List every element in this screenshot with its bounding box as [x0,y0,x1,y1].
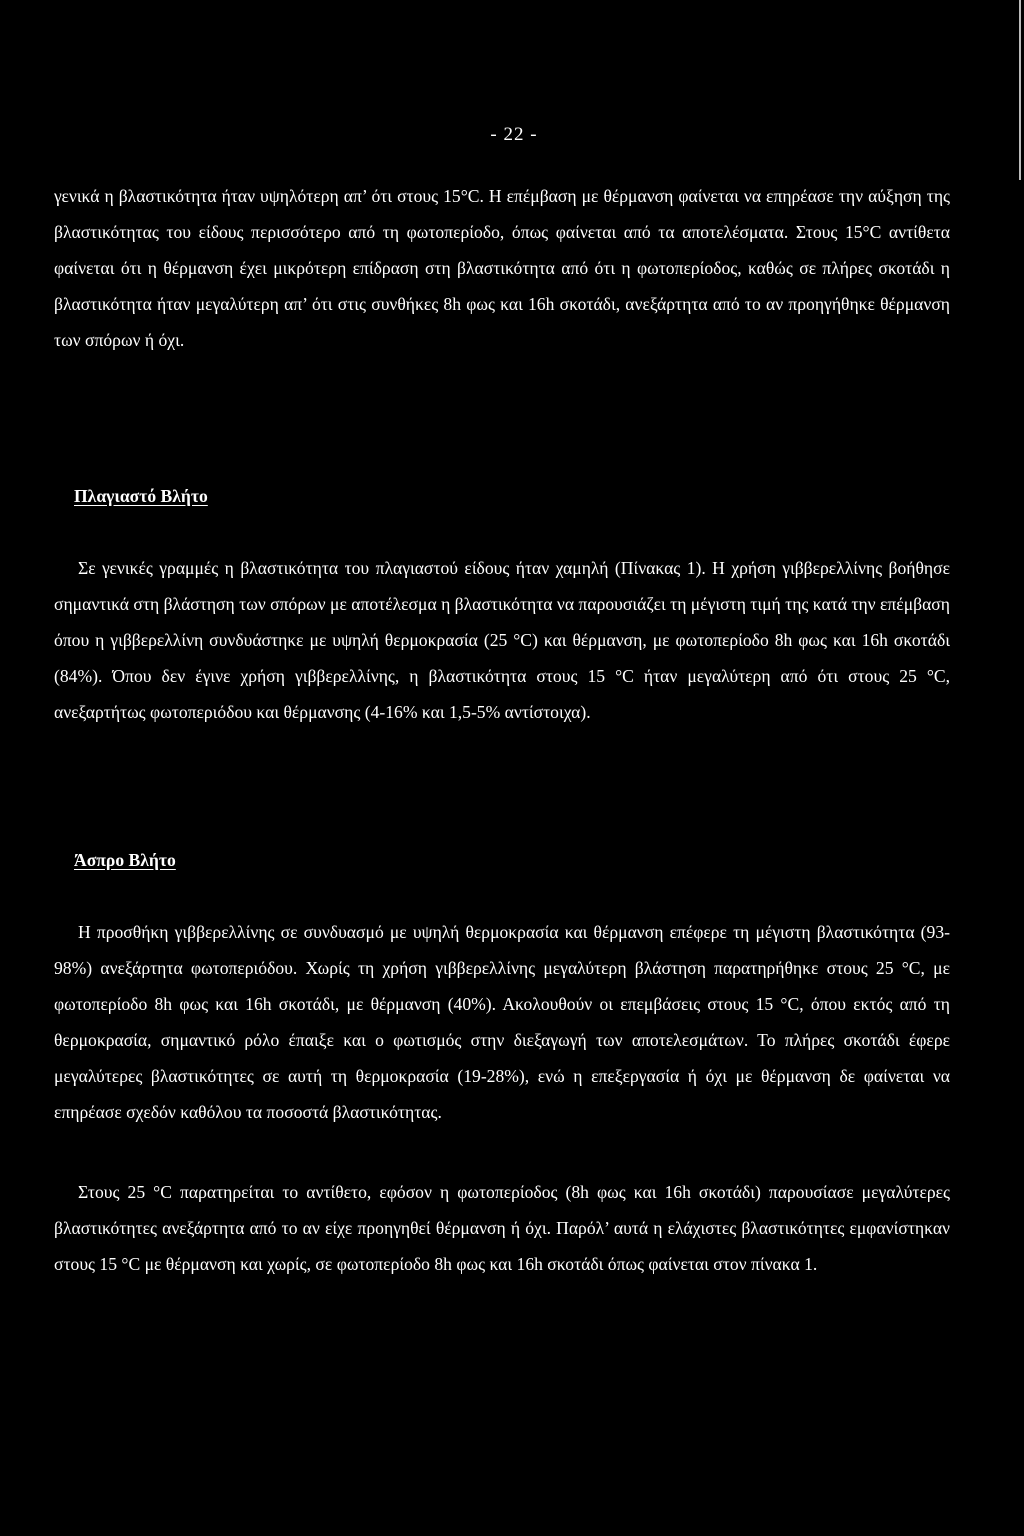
intro-paragraph: γενικά η βλαστικότητα ήταν υψηλότερη απ’ ότι στους 15°C. Η επέμβαση με θέρμανση φαίνεται να επηρέασε την αύξηση της βλαστικότητας του είδους περισσότερο από τη φωτοπερίοδο, όπως φαίνεται από τα αποτελέσματα. Στους 15°C αντίθετα φαίνεται ότι η θέρμανση έχει μικρότερη επίδραση στη βλαστικότητα από ότι η φωτοπερίοδος, καθώς σε πλήρες σκοτάδι η βλαστικότητα ήταν μεγαλύτερη απ’ ότι στις συνθήκες 8h φως και 16h σκοτάδι, ανεξάρτητα από το αν προηγήθηκε θέρμανση των σπόρων ή όχι. [54,186,950,350]
scan-edge-line [1019,0,1021,180]
section-heading-plagiasto: Πλαγιαστό Βλήτο [74,486,208,506]
page-number: - 22 - [490,124,538,145]
aspro-paragraph-1: Η προσθήκη γιββερελλίνης σε συνδυασμό με υψηλή θερμοκρασία και θέρμανση επέφερε τη μέγιστη βλαστικότητα (93-98%) ανεξάρτητα φωτοπεριόδου. Χωρίς τη χρήση γιββερελλίνης μεγαλύτερη βλάστηση παρατηρήθηκε στους 25 °C, με φωτοπερίοδο 8h φως και 16h σκοτάδι, με θέρμανση (40%). Ακολουθούν οι επεμβάσεις στους 15 °C, όπου εκτός από τη θερμοκρασία, σημαντικό ρόλο έπαιξε και ο φωτισμός στην διεξαγωγή των αποτελεσμάτων. Το πλήρες σκοτάδι έφερε μεγαλύτερες βλαστικότητες σε αυτή τη θερμοκρασία (19-28%), ενώ η επεξεργασία ή όχι με θέρμανση δε φαίνεται να επηρέασε σχεδόν καθόλου τα ποσοστά βλαστικότητας. [54,922,950,1122]
section-heading-aspro: Άσπρο Βλήτο [74,850,176,870]
document-page [54,0,970,1536]
plagiasto-paragraph: Σε γενικές γραμμές η βλαστικότητα του πλαγιαστού είδους ήταν χαμηλή (Πίνακας 1). Η χρήση γιββερελλίνης βοήθησε σημαντικά στη βλάστηση των σπόρων με αποτέλεσμα η βλαστικότητα να παρουσιάζει τη μέγιστη τιμή της κατά την επέμβαση όπου η γιββερελλίνη συνδυάστηκε με υψηλή θερμοκρασία (25 °C) και θέρμανση, με φωτοπερίοδο 8h φως και 16h σκοτάδι (84%). Όπου δεν έγινε χρήση γιββερελλίνης, η βλαστικότητα στους 15 °C ήταν μεγαλύτερη από ότι στους 25 °C, ανεξαρτήτως φωτοπεριόδου και θέρμανσης (4-16% και 1,5-5% αντίστοιχα). [54,558,950,722]
aspro-paragraph-2: Στους 25 °C παρατηρείται το αντίθετο, εφόσον η φωτοπερίοδος (8h φως και 16h σκοτάδι) παρουσίασε μεγαλύτερες βλαστικότητες ανεξάρτητα από το αν είχε προηγηθεί θέρμανση ή όχι. Παρόλ’ αυτά η ελάχιστες βλαστικότητες εμφανίστηκαν στους 15 °C με θέρμανση και χωρίς, σε φωτοπερίοδο 8h φως και 16h σκοτάδι όπως φαίνεται στον πίνακα 1. [54,1182,950,1274]
